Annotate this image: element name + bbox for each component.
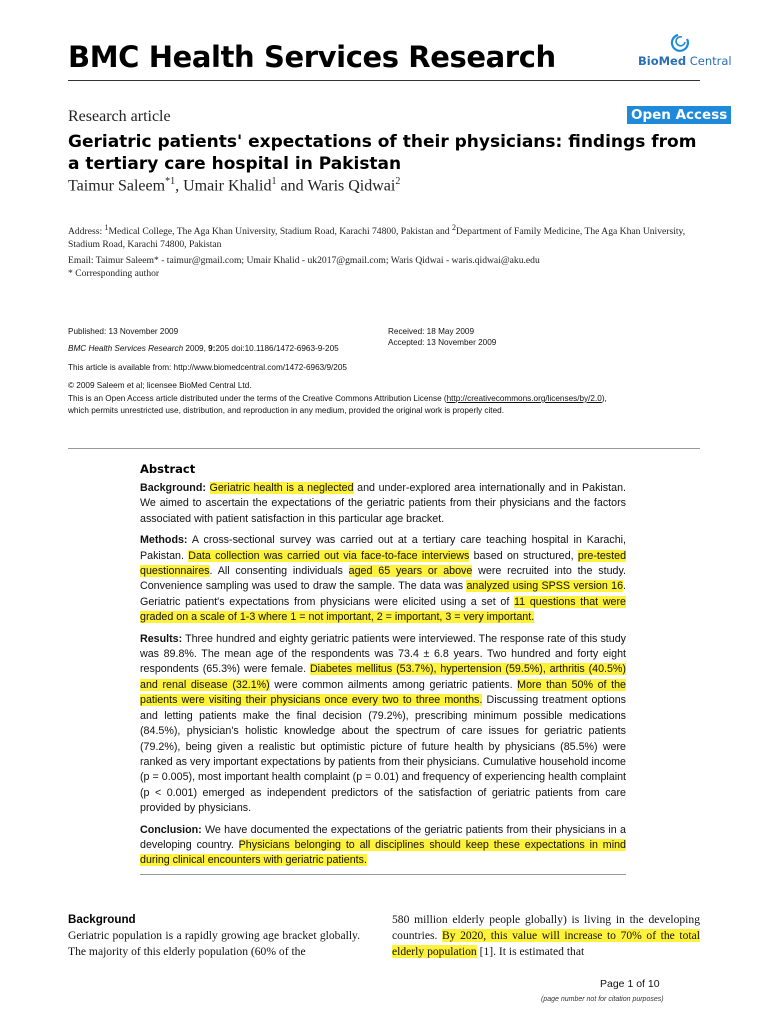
abstract-top-rule [68,448,700,449]
author-name[interactable]: Taimur Saleem [68,177,166,195]
license-link[interactable]: http://creativecommons.org/licenses/by/2.0 [446,394,602,403]
section-heading-background: Background [68,913,136,926]
open-access-badge: Open Access [627,106,731,124]
article-title: Geriatric patients' expectations of their physicians: findings from a tertiary care hospital in Pakistan [68,132,697,174]
accepted-date: Accepted: 13 November 2009 [388,338,497,347]
highlight: Geriatric health is a neglected [209,482,354,494]
biomed-central-logo [638,32,732,72]
logo-arc-icon [670,32,692,54]
page-number-note: (page number not for citation purposes) [541,996,664,1003]
highlight: analyzed using SPSS version 16 [466,580,624,593]
copyright: © 2009 Saleem et al; licensee BioMed Central Ltd. [68,381,252,390]
abstract-background: Background: Geriatric health is a neglected and under-explored area internationally and in Pakistan. We aimed to ascertain the expectations of the geriatric patients from their physicians and the factors associated with patient satisfaction in this particular age bracket. [140,482,626,525]
citation: BMC Health Services Research 2009, 9:205 doi:10.1186/1472-6963-9-205 [68,344,339,353]
body-column-right: 580 million elderly people globally) is living in the developing countries. By 2020, this value will increase to 70% of the total elderly population [1]. It is estimated that [392,913,700,958]
highlight: Data collection was carried out via face-to-face interviews [188,549,470,562]
header-rule [68,80,700,81]
body-text-left: Geriatric population is a rapidly growing age bracket globally. The majority of this elderly population (60% of the [68,929,360,958]
journal-title: BMC Health Services Research [68,40,556,74]
author-name[interactable]: Waris Qidwai [307,177,396,195]
abstract-conclusion: Conclusion: We have documented the expectations of the geriatric patients from their physicians in a developing country. Physicians belonging to all disciplines should keep these expectations in mind during clinical encounters with geriatric patients. [140,823,626,867]
received-date: Received: 18 May 2009 [388,327,475,336]
page-number: Page 1 of 10 [600,978,660,990]
author-name[interactable]: Umair Khalid [183,177,272,195]
highlight: More than 50% of the patients were visiting their physicians once every two to three months. [140,678,626,707]
body-column-left [68,912,360,960]
abstract-methods: Methods: A cross-sectional survey was carried out at a tertiary care teaching hospital in Karachi, Pakistan. Data collection was carried out via face-to-face interviews based on structured, pre-tested questionnaires. All consenting individuals aged 65 years or above were recruited into the study. Convenience sampling was used to draw the sample. The data was analyzed using SPSS version 16. Geriatric patient's expectations from physicians were elicited using a set of 11 questions that were graded on a scale of 1-3 where 1 = not important, 2 = important, 3 = very important. [140,534,627,624]
corresponding-author-note: * Corresponding author [68,268,160,279]
license-line-1: This is an Open Access article distributed under the terms of the Creative Commons Attribution License (http://creativecommons.org/licenses/by/2.0), [68,394,607,403]
article-url[interactable]: This article is available from: http://www.biomedcentral.com/1472-6963/9/205 [68,363,347,372]
article-type: Research article [68,108,171,125]
abstract-heading: Abstract [140,462,196,476]
author-list: Taimur Saleem$^{*1}$, Umair Khalid$^1$ and Waris Qidwai$^2$ [68,176,401,195]
author-emails[interactable]: Email: Taimur Saleem* - taimur@gmail.com; Umair Khalid - uk2017@gmail.com; Waris Qidwai - waris.qidwai@aku.edu [68,255,540,266]
highlight: By 2020, this value will increase to 70% of the total elderly population [392,929,700,958]
published-date: Published: 13 November 2009 [68,327,179,336]
highlight: Physicians belonging to all disciplines should keep these expectations in mind during clinical encounters with geriatric patients. [140,838,626,867]
highlight: pre-tested questionnaires [140,549,627,578]
logo-text: BioMed Central [638,54,732,68]
highlight: aged 65 years or above [348,565,473,578]
abstract-results: Results: Three hundred and eighty geriatric patients were interviewed. The response rate of this study was 89.8%. The mean age of the respondents was 73.4 ± 6.8 years. Two hundred and forty eight respondents (65.3%) were female. Diabetes mellitus (53.7%), hypertension (59.5%), arthritis (40.5%) and renal disease (32.1%) were common ailments among geriatric patients. More than 50% of the patients were visiting their physicians once every two to three months. Discussing treatment options and letting patients make the final decision (79.2%), prescribing minimum possible medications (84.5%), physician's holistic knowledge about the spectrum of care issues for geriatric patients (79.2%), being given a realistic but optimistic picture of future health by physicians (85.5%) were ranked as very important expectations by patients from their physicians. Cumulative household income (p = 0.005), most important health complaint (p = 0.01) and frequency of experiencing health complaint (p < 0.001) emerged as independent predictors of the satisfaction of geriatric patients from care provided by physicians. [140,632,626,815]
abstract-bottom-rule [140,874,626,875]
author-address: Address: $^1$Medical College, The Aga Khan University, Stadium Road, Karachi 74800, Pakistan and $^2$Department of Family Medicine, The Aga Khan University, Stadium Road, Karachi 74800, Pakistan [68,223,686,250]
highlight: Diabetes mellitus (53.7%), hypertension (59.5%), arthritis (40.5%) and renal disease (32.1%) [140,663,626,691]
abstract [140,462,626,875]
license-line-2: which permits unrestricted use, distribution, and reproduction in any medium, provided the original work is properly cited. [68,406,504,415]
highlight: 11 questions that were graded on a scale of 1-3 where 1 = not important, 2 = important, 3 = very important. [140,595,626,624]
